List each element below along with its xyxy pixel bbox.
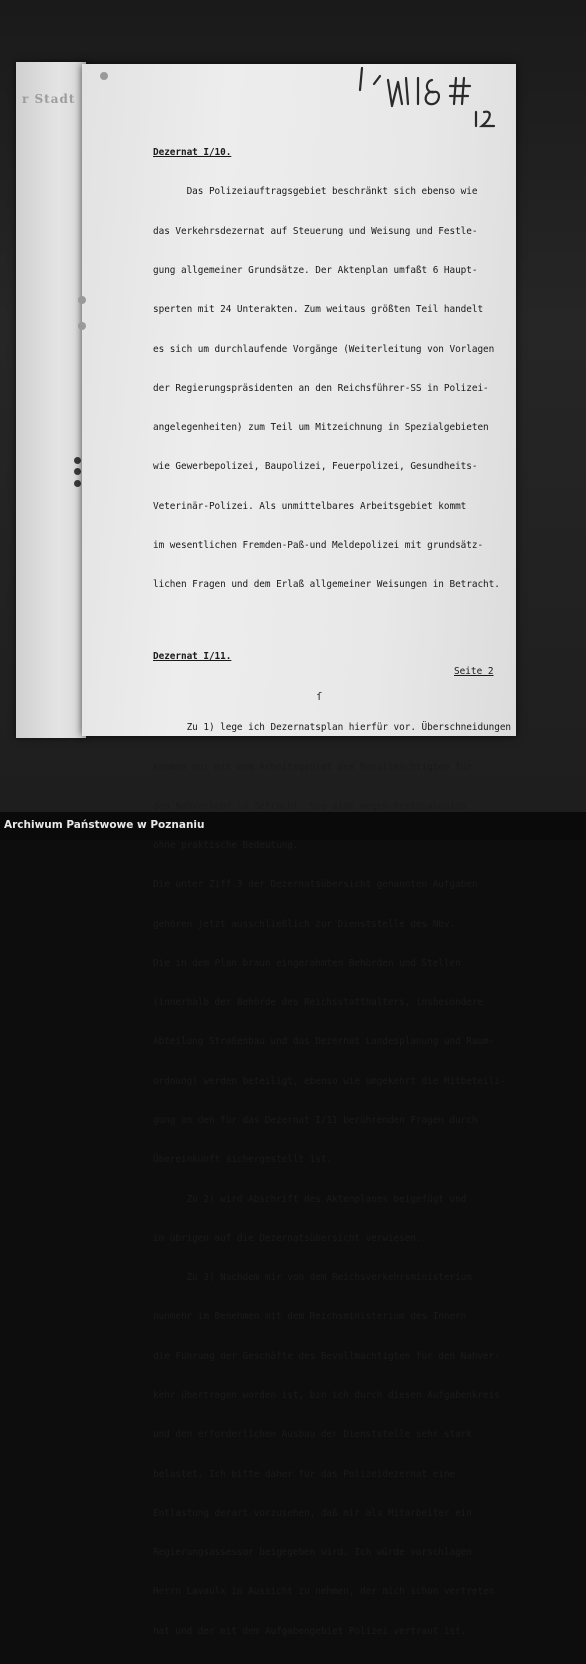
text-line: und den erforderlichen Ausbau der Dienststelle sehr stark xyxy=(153,1429,472,1441)
text-line: belastet. Ich bitte daher für das Polizeidezernat eine xyxy=(153,1468,456,1480)
text-line: den Nahverkehr in Betracht. Sie sind wegen Personalunion xyxy=(153,800,467,812)
text-line: (innerhalb der Behörde des Reichsstatthalters, insbesondere xyxy=(153,997,484,1009)
pencil-mark: ſ xyxy=(316,690,323,703)
text-line: Zu 1) lege ich Dezernatsplan hierfür vor. Überschneidungen xyxy=(153,722,512,734)
punch-hole xyxy=(74,468,81,475)
document-body xyxy=(153,120,512,1664)
archive-footer xyxy=(0,812,586,840)
punch-hole xyxy=(74,480,81,487)
text-line: sperten mit 24 Unterakten. Zum weitaus größten Teil handelt xyxy=(153,304,484,316)
text-line: das Verkehrsdezernat auf Steuerung und Weisung und Festle- xyxy=(153,225,478,237)
text-line: Zu 2) wird Abschrift des Aktenplanes beigefügt und xyxy=(153,1193,467,1205)
text-line: im wesentlichen Fremden-Paß-und Meldepolizei mit grundsätz- xyxy=(153,540,484,551)
text-line: Veterinär-Polizei. Als unmittelbares Arbeitsgebiet kommt xyxy=(153,500,467,512)
text-line: Das Polizeiauftragsgebiet beschränkt sich ebenso wie xyxy=(153,186,478,198)
section-heading: Dezernat I/11. xyxy=(153,650,232,662)
underlying-sheet xyxy=(16,62,86,738)
text-line: Zu 3) Nachdem mir von dem Reichsverkehrsministerium xyxy=(153,1272,472,1284)
text-line: ordnung) werden beteiligt, ebenso wie umgekehrt die Mitbeteili- xyxy=(153,1075,506,1087)
underlying-sheet-stamp: r Stadt xyxy=(22,92,76,106)
text-line: es sich um durchlaufende Vorgänge (Weiterleitung von Vorlagen xyxy=(153,343,495,355)
text-line: kehr übertragen worden ist, bin ich durch diesen Aufgabenkreis xyxy=(153,1390,500,1401)
punch-hole xyxy=(78,296,86,304)
text-line: im übrigen auf die Dezernatsübersicht verwiesen. xyxy=(153,1232,422,1244)
text-line: Entlastung derart vorzusehen, daß mir als Mitarbeiter ein xyxy=(153,1507,472,1519)
text-line: Abteilung Straßenbau und das Dezernat Landesplanung und Raum- xyxy=(153,1036,495,1048)
section-heading: Dezernat I/10. xyxy=(153,147,232,159)
text-line: gehören jetzt ausschließlich zur Dienststelle des Nbv. xyxy=(153,918,456,930)
text-line: gung an den für das Dezernat I/11 berührenden Fragen durch xyxy=(153,1115,478,1127)
text-line: nunmehr im Benehmen mit dem Reichsministerium des Innern xyxy=(153,1311,467,1323)
punch-hole xyxy=(100,72,108,80)
handwritten-reference-mark xyxy=(352,64,512,128)
punch-hole xyxy=(78,322,86,330)
text-line: der Regierungspräsidenten an den Reichsführer-SS in Polizei- xyxy=(153,382,489,394)
page-reference: Seite 2 xyxy=(454,666,494,677)
punch-hole xyxy=(74,457,81,464)
text-line: Regierungsassessor beigegeben wird. Ich würde vorschlagen xyxy=(153,1547,472,1559)
text-line: kommen nur mit dem Arbeitsgebiet des Bevollmächtigten für xyxy=(153,761,472,773)
text-line: hat und der mit dem Aufgabengebiet Polizei vertraut ist. xyxy=(153,1625,467,1637)
text-line: Die unter Ziff.3 der Dezernatsübersicht genannten Aufgaben xyxy=(153,879,478,891)
text-line: Die in dem Plan braun eingerahmten Behörden und Stellen xyxy=(153,957,461,969)
text-line: gung allgemeiner Grundsätze. Der Aktenplan umfaßt 6 Haupt- xyxy=(153,265,478,277)
text-line: wie Gewerbepolizei, Baupolizei, Feuerpolizei, Gesundheits- xyxy=(153,461,478,473)
text-line: lichen Fragen und dem Erlaß allgemeiner Weisungen in Betracht. xyxy=(153,579,500,591)
text-line: Übereinkunft sichergestellt ist. xyxy=(153,1154,333,1166)
text-line: Herrn Lavaulx in Aussicht zu nehmen, der mich schon vertreten xyxy=(153,1586,495,1598)
text-line: angelegenheiten) zum Teil um Mitzeichnung in Spezialgebieten xyxy=(153,422,489,434)
text-line: die Führung der Geschäfte des Bevollmächtigten für den Nahver- xyxy=(153,1350,500,1362)
text-line: ohne praktische Bedeutung. xyxy=(153,840,299,852)
archive-caption: Archiwum Państwowe w Poznaniu xyxy=(4,819,205,831)
